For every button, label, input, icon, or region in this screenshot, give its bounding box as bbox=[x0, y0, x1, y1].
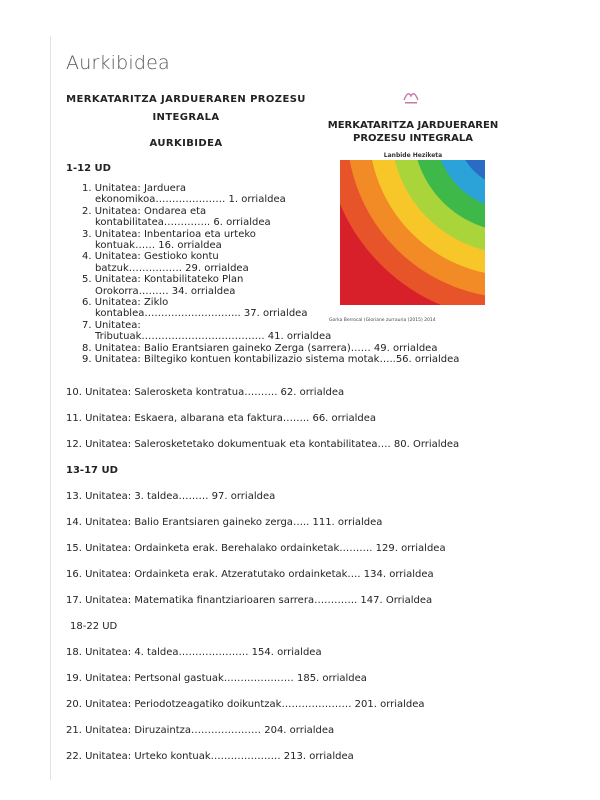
section-heading-18-22: 18-22 UD bbox=[70, 621, 118, 632]
list-item-cont[interactable]: Orokorra……… 34. orrialdea bbox=[95, 285, 236, 297]
cover-subtitle: Lanbide Heziketa bbox=[383, 152, 443, 159]
list-item-cont[interactable]: kontuak…… 16. orrialdea bbox=[95, 240, 222, 252]
toc-row-11[interactable]: 11. Unitatea: Eskaera, albarana eta faktura…….. 66. orrialdea bbox=[66, 413, 377, 424]
doc-title-line1: MERKATARITZA JARDUERAREN PROZESU bbox=[66, 94, 306, 105]
toc-row-19[interactable]: 19. Unitatea: Pertsonal gastuak………………… 185. orrialdea bbox=[66, 673, 367, 684]
page-title: Aurkibidea bbox=[66, 52, 170, 74]
publisher-logo-icon bbox=[400, 88, 422, 106]
cover-title-line2: PROZESU INTEGRALA bbox=[353, 133, 473, 144]
list-item[interactable]: 6. Unitatea: Ziklo bbox=[82, 297, 169, 309]
list-item-cont[interactable]: ekonomikoa………………… 1. orrialdea bbox=[95, 194, 286, 206]
list-item-cont[interactable]: batzuk……………. 29. orrialdea bbox=[95, 262, 249, 274]
section-heading-1-12: 1-12 UD bbox=[66, 163, 111, 174]
toc-row-17[interactable]: 17. Unitatea: Matematika finantziarioaren sarrera…………. 147. Orrialdea bbox=[66, 595, 433, 606]
toc-row-16[interactable]: 16. Unitatea: Ordainketa erak. Atzeratutako ordainketak…. 134. orrialdea bbox=[66, 569, 434, 580]
list-item[interactable]: 9. Unitatea: Biltegiko kontuen kontabilizazio sistema motak…..56. orrialdea bbox=[82, 354, 460, 366]
page-border bbox=[50, 36, 51, 780]
list-item[interactable]: 1. Unitatea: Jarduera bbox=[82, 183, 187, 194]
list-item[interactable]: 4. Unitatea: Gestioko kontu bbox=[82, 251, 219, 263]
doc-title-line2: INTEGRALA bbox=[152, 112, 220, 123]
list-item[interactable]: 3. Unitatea: Inbentarioa eta urteko bbox=[82, 228, 256, 240]
section-heading-13-17: 13-17 UD bbox=[66, 465, 118, 476]
toc-row-22[interactable]: 22. Unitatea: Urteko kontuak………………… 213. orrialdea bbox=[66, 751, 354, 762]
toc-row-21[interactable]: 21. Unitatea: Diruzaintza………………… 204. orrialdea bbox=[66, 725, 335, 736]
doc-subtitle: AURKIBIDEA bbox=[149, 138, 223, 149]
toc-row-20[interactable]: 20. Unitatea: Periodotzeagatiko doikuntzak………………… 201. orrialdea bbox=[66, 699, 425, 710]
toc-row-14[interactable]: 14. Unitatea: Balio Erantsiaren gaineko zerga….. 111. orrialdea bbox=[66, 517, 383, 528]
cover-caption: Gorka Berrocal (Gloriane zurrauria (2015) 2014 bbox=[329, 318, 436, 323]
list-item-cont[interactable]: Tributuak………………………………. 41. orrialdea bbox=[95, 331, 332, 343]
toc-row-15[interactable]: 15. Unitatea: Ordainketa erak. Berehalako ordainketak………. 129. orrialdea bbox=[66, 543, 446, 554]
toc-row-13[interactable]: 13. Unitatea: 3. taldea……… 97. orrialdea bbox=[66, 491, 276, 502]
list-item[interactable]: 2. Unitatea: Ondarea eta bbox=[82, 205, 207, 217]
cover-title-line1: MERKATARITZA JARDUERAREN bbox=[327, 120, 499, 131]
list-item[interactable]: 5. Unitatea: Kontabilitateko Plan bbox=[82, 274, 244, 286]
cover-title bbox=[327, 119, 499, 145]
toc-row-12[interactable]: 12. Unitatea: Salerosketetako dokumentuak eta kontabilitatea…. 80. Orrialdea bbox=[66, 439, 460, 450]
cover-rainbow-image bbox=[340, 160, 485, 305]
toc-row-10[interactable]: 10. Unitatea: Salerosketa kontratua………. 62. orrialdea bbox=[66, 387, 345, 398]
toc-row-18[interactable]: 18. Unitatea: 4. taldea………………… 154. orrialdea bbox=[66, 647, 322, 658]
list-item[interactable]: 7. Unitatea: bbox=[82, 319, 141, 331]
list-item-cont[interactable]: kontabilitatea………….. 6. orrialdea bbox=[95, 217, 271, 229]
list-item-cont[interactable]: kontablea……………………….. 37. orrialdea bbox=[95, 308, 308, 320]
list-item[interactable]: 8. Unitatea: Balio Erantsiaren gaineko Zerga (sarrera)…… 49. orrialdea bbox=[82, 342, 438, 354]
